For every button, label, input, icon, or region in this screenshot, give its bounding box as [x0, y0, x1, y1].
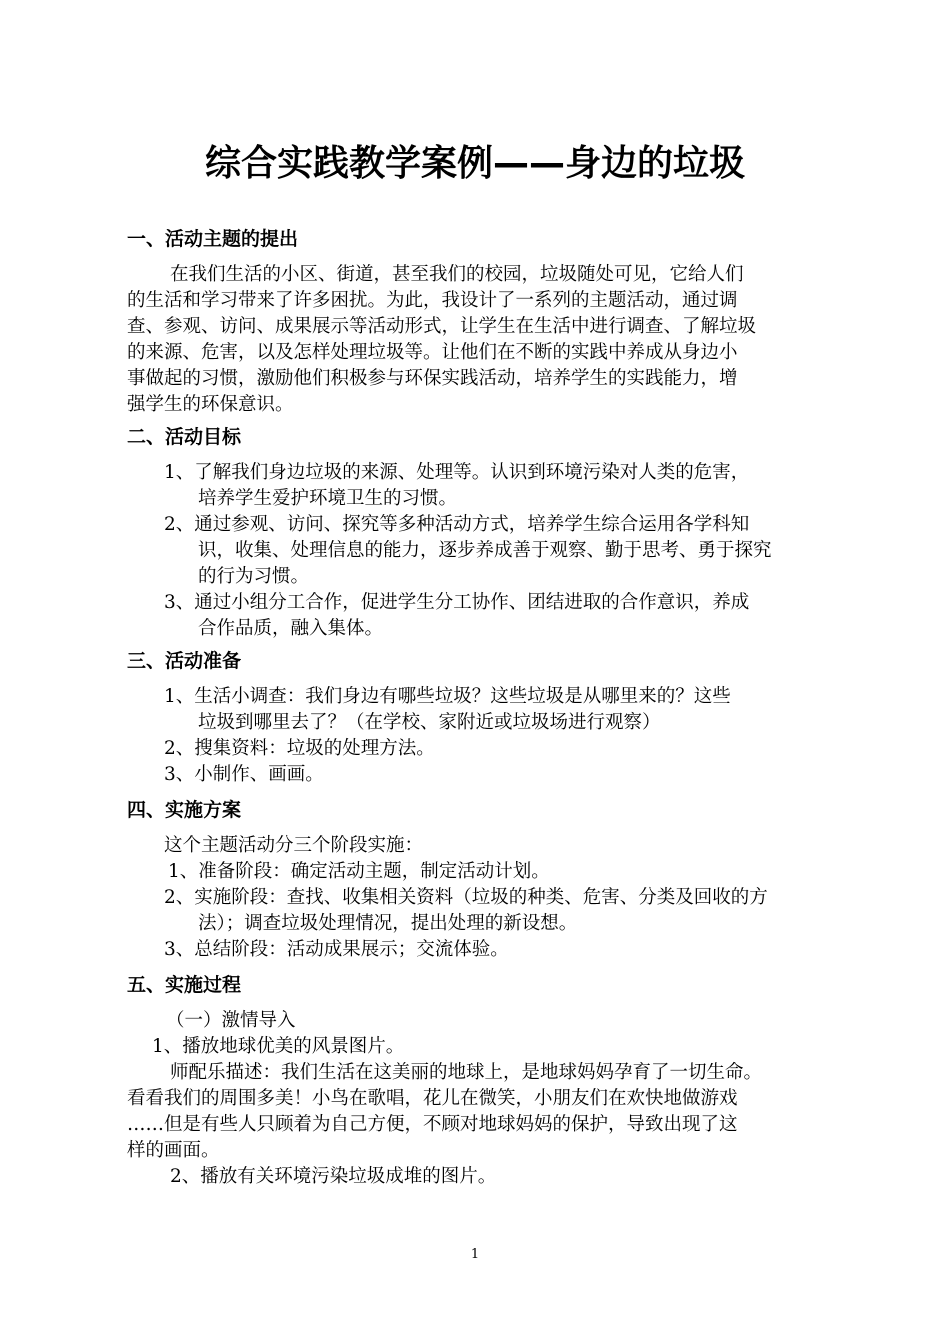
list-item: 3、通过小组分工合作，促进学生分工协作、团结进取的合作意识，养成	[164, 592, 750, 613]
section-heading-5: 五、实施过程	[127, 974, 242, 996]
paragraph-line: 看看我们的周围多美！小鸟在歌唱，花儿在微笑，小朋友们在欢快地做游戏	[127, 1088, 738, 1109]
list-item: 2、搜集资料：垃圾的处理方法。	[164, 738, 435, 759]
paragraph-line: 强学生的环保意识。	[127, 394, 294, 415]
document-title: 综合实践教学案例——身边的垃圾	[204, 143, 745, 184]
list-item: 1、生活小调查：我们身边有哪些垃圾？这些垃圾是从哪里来的？这些	[164, 686, 731, 707]
step-line: 1、播放地球优美的风景图片。	[152, 1036, 405, 1057]
list-item: 2、通过参观、访问、探究等多种活动方式，培养学生综合运用各学科知	[164, 514, 750, 535]
subheading: （一）激情导入	[166, 1010, 296, 1031]
list-item: 2、实施阶段：查找、收集相关资料（垃圾的种类、危害、分类及回收的方	[164, 887, 768, 908]
list-item-continuation: 法）；调查垃圾处理情况，提出处理的新设想。	[198, 913, 578, 934]
paragraph-line: 事做起的习惯，激励他们积极参与环保实践活动，培养学生的实践能力，增	[127, 368, 738, 389]
paragraph-line: 的来源、危害，以及怎样处理垃圾等。让他们在不断的实践中养成从身边小	[127, 342, 738, 363]
section-heading-1: 一、活动主题的提出	[127, 228, 299, 250]
list-item-continuation: 识，收集、处理信息的能力，逐步养成善于观察、勤于思考、勇于探究	[198, 540, 772, 561]
page-number: 1	[470, 1247, 480, 1262]
section-heading-3: 三、活动准备	[127, 650, 242, 672]
paragraph-line: 样的画面。	[127, 1140, 220, 1161]
step-line: 2、播放有关环境污染垃圾成堆的图片。	[170, 1166, 497, 1187]
paragraph-line: 师配乐描述：我们生活在这美丽的地球上，是地球妈妈孕育了一切生命。	[170, 1062, 763, 1083]
paragraph-line: ……但是有些人只顾着为自己方便，不顾对地球妈妈的保护，导致出现了这	[127, 1114, 738, 1135]
list-item-continuation: 合作品质，融入集体。	[198, 618, 384, 639]
list-item-continuation: 培养学生爱护环境卫生的习惯。	[198, 488, 458, 509]
list-item: 3、总结阶段：活动成果展示；交流体验。	[164, 939, 509, 960]
paragraph-line: 在我们生活的小区、街道，甚至我们的校园，垃圾随处可见，它给人们	[170, 264, 744, 285]
list-item-continuation: 的行为习惯。	[198, 566, 310, 587]
section-intro: 这个主题活动分三个阶段实施：	[164, 835, 424, 856]
paragraph-line: 查、参观、访问、成果展示等活动形式，让学生在生活中进行调查、了解垃圾	[127, 316, 757, 337]
section-heading-4: 四、实施方案	[127, 799, 242, 821]
paragraph-line: 的生活和学习带来了许多困扰。为此，我设计了一系列的主题活动，通过调	[127, 290, 738, 311]
list-item: 3、小制作、画画。	[164, 764, 324, 785]
list-item: 1、了解我们身边垃圾的来源、处理等。认识到环境污染对人类的危害，	[164, 462, 750, 483]
list-item-continuation: 垃圾到哪里去了？（在学校、家附近或垃圾场进行观察）	[198, 712, 661, 733]
list-item: 1、准备阶段：确定活动主题，制定活动计划。	[168, 861, 550, 882]
section-heading-2: 二、活动目标	[127, 426, 242, 448]
